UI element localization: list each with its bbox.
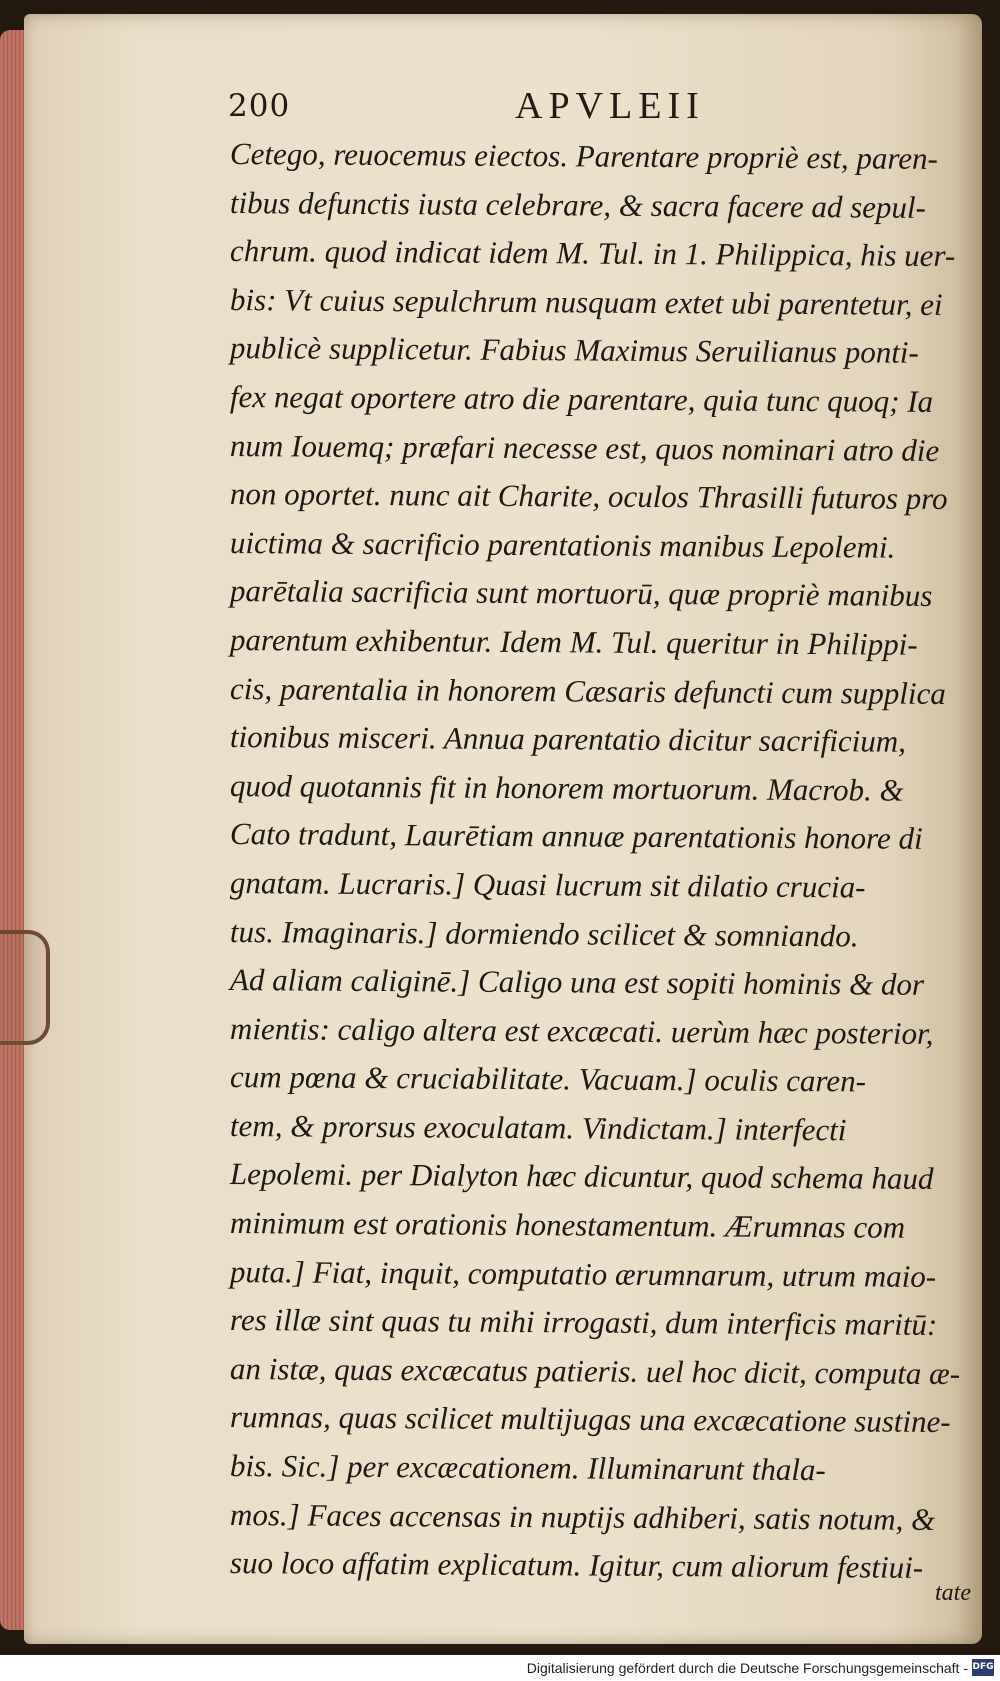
text-line: suo loco affatim explicatum. Igitur, cum aliorum festiui- [229,1545,924,1586]
text-line: num Iouemq; præfari necesse est, quos nominari atro die [229,427,940,468]
text-line: uictima & sacrificio parentationis manibus Lepolemi. [229,524,896,565]
text-line: an istæ, quas excæcatus patieris. uel hoc dicit, computa æ- [229,1350,961,1391]
text-line: publicè supplicetur. Fabius Maximus Seruilianus ponti- [229,330,919,371]
text-line: chrum. quod indicat idem M. Tul. in 1. Philippica, his uer- [229,233,956,274]
text-line: Lepolemi. per Dialyton hæc dicuntur, quod schema haud [229,1156,934,1197]
footer-credit: Digitalisierung gefördert durch die Deutsche Forschungsgemeinschaft - [526,1660,968,1676]
text-line: parentum exhibentur. Idem M. Tul. queritur in Philippi- [229,621,918,662]
text-line: quod quotannis fit in honorem mortuorum. Macrob. & [229,767,904,808]
text-line: tionibus misceri. Annua parentatio dicitur sacrificium, [229,719,907,759]
text-line: Ad aliam caliginē.] Caligo una est sopiti hominis & dor [229,962,925,1002]
text-line: minimum est orationis honestamentum. Ærumnas com [229,1205,906,1245]
text-line: tem, & prorsus exoculatam. Vindictam.] interfecti [229,1107,847,1148]
text-line: res illæ sint quas tu mihi irrogasti, dum interficis maritū: [229,1302,938,1343]
running-head: APVLEII [515,85,705,127]
text-line: non oportet. nunc ait Charite, oculos Thrasilli futuros pro [229,476,948,517]
text-line: tibus defunctis iusta celebrare, & sacra facere ad sepul- [229,184,927,225]
book-clasp-icon [0,930,50,1045]
text-line: puta.] Fiat, inquit, computatio ærumnarum, utrum maio- [229,1253,937,1294]
text-line: fex negat oportere atro die parentare, quia tunc quoq; Ia [229,378,934,419]
text-line: bis. Sic.] per excæcationem. Illuminarunt thala- [229,1448,826,1488]
text-line: Cetego, reuocemus eiectos. Parentare propriè est, paren- [229,136,939,176]
dfg-logo-icon: DFG [972,1659,994,1676]
text-line: rumnas, quas scilicet multijugas una excæcatione sustine- [229,1399,951,1440]
catchword: tate [935,1580,971,1606]
text-line: mos.] Faces accensas in nuptijs adhiberi, satis notum, & [229,1496,936,1537]
text-line: cum pœna & cruciabilitate. Vacuam.] oculis caren- [229,1059,867,1099]
digitization-footer [0,1655,1000,1681]
text-block [230,130,980,1588]
text-line: gnatam. Lucraris.] Quasi lucrum sit dilatio crucia- [229,864,866,905]
text-line: mientis: caligo altera est excæcati. uerùm hæc posterior, [229,1010,934,1051]
page-number: 200 [228,88,291,124]
text-line: cis, parentalia in honorem Cæsaris defuncti cum supplica [229,670,946,711]
text-line: tus. Imaginaris.] dormiendo scilicet & somniando. [229,913,859,953]
text-line: parētalia sacrificia sunt mortuorū, quæ propriè manibus [229,573,933,614]
text-line: bis: Vt cuius sepulchrum nusquam extet ubi parentetur, ei [229,281,943,322]
text-line: Cato tradunt, Laurētiam annuæ parentationis honore di [229,816,923,857]
